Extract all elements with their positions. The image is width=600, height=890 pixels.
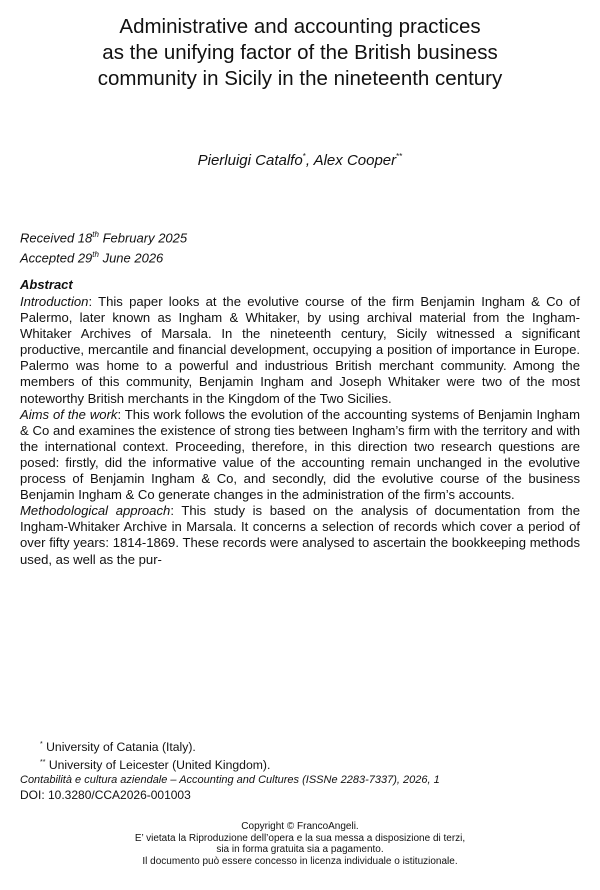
abstract-paragraph-introduction [20, 294, 580, 407]
received-date-text: Received 18 [20, 230, 93, 246]
paragraph-lead: Aims of the work [20, 406, 118, 422]
paragraph-lead: Methodological approach [20, 503, 171, 519]
copyright-notice [0, 821, 600, 867]
received-date [20, 226, 187, 246]
accepted-date-month-year: June 2026 [98, 250, 164, 266]
paper-title [20, 14, 580, 92]
footnotes [20, 737, 580, 803]
author-1-name: Pierluigi Catalfo [197, 152, 303, 169]
footnote-1-mark: * [40, 741, 43, 748]
footnote-1-text: University of Catania (Italy). [42, 740, 196, 755]
received-date-month-year: February 2025 [98, 230, 188, 246]
copyright-line-1: Copyright © FrancoAngeli. [241, 821, 359, 832]
abstract-paragraph-methodology [20, 503, 580, 567]
abstract-paragraph-aims [20, 407, 580, 504]
author-1-footnote-mark: * [302, 152, 306, 161]
copyright-line-4: Il documento può essere concesso in licenza individuale o istituzionale. [142, 855, 458, 867]
copyright-line-3: sia in forma gratuita sia a pagamento. [216, 844, 384, 855]
title-line-3: community in Sicily in the nineteenth century [97, 67, 503, 90]
accepted-date-ordinal: th [92, 250, 99, 260]
paragraph-text: : This paper looks at the evolutive course of the firm Benjamin Ingham & Co of Palermo, later known as Ingham & Whitaker, by using archival material from the Ingham-Whitaker Archives of Marsala. In the nineteenth century, Sicily witnessed a significant productive, mercantile and financial development, occupying a position of importance in Europe. Palermo was home to a powerful and industrious British merchant community. Among the members of this community, Benjamin Ingham and Joseph Whitaker were two of the most noteworthy British merchants in the Kingdom of the Two Sicilies. [20, 294, 580, 406]
paragraph-lead: Introduction [20, 294, 89, 309]
abstract-body [20, 294, 580, 568]
footnote-2-text: University of Leicester (United Kingdom). [45, 758, 271, 773]
author-line [0, 152, 600, 169]
journal-citation: Contabilità e cultura aziendale – Accounting and Cultures (ISSNe 2283-7337), 2026, 1 [20, 774, 440, 787]
accepted-date [20, 246, 187, 266]
doi-line: DOI: 10.3280/CCA2026-001003 [20, 788, 191, 803]
submission-dates [20, 226, 187, 267]
title-line-1: Administrative and accounting practices [119, 15, 481, 38]
title-line-2: as the unifying factor of the British business [102, 41, 498, 64]
paragraph-text: : This study is based on the analysis of documentation from the Ingham-Whitaker Archive in Marsala. It concerns a selection of records which cover a period of over fifty years: 1814-1869. These records were analysed to ascertain the bookkeeping methods used, as well as the pur- [20, 503, 580, 567]
footnote-2 [20, 755, 580, 773]
author-separator: , [305, 152, 314, 169]
received-date-ordinal: th [92, 230, 99, 239]
author-2-name: Alex Cooper [313, 152, 397, 169]
accepted-date-text: Accepted 29 [20, 250, 93, 266]
author-2-footnote-mark: ** [396, 152, 403, 161]
footnote-1 [20, 737, 580, 755]
abstract-heading: Abstract [20, 277, 73, 292]
footnote-2-mark: ** [40, 759, 46, 767]
paragraph-text: : This work follows the evolution of the accounting systems of Benjamin Ingham & Co and examines the existence of strong ties between Ingham’s firm with the territory and with the international context. Proceeding, therefore, in this direction two research questions are posed: firstly, did the informative value of the accounting remain unchanged in the evolutive process of Benjamin Ingham & Co, and secondly, did the evolutive course of the business Benjamin Ingham & Co generate changes in the administration of the firm’s accounts. [20, 406, 580, 503]
copyright-line-2: E’ vietata la Riproduzione dell’opera e la sua messa a disposizione di terzi, [134, 832, 466, 844]
